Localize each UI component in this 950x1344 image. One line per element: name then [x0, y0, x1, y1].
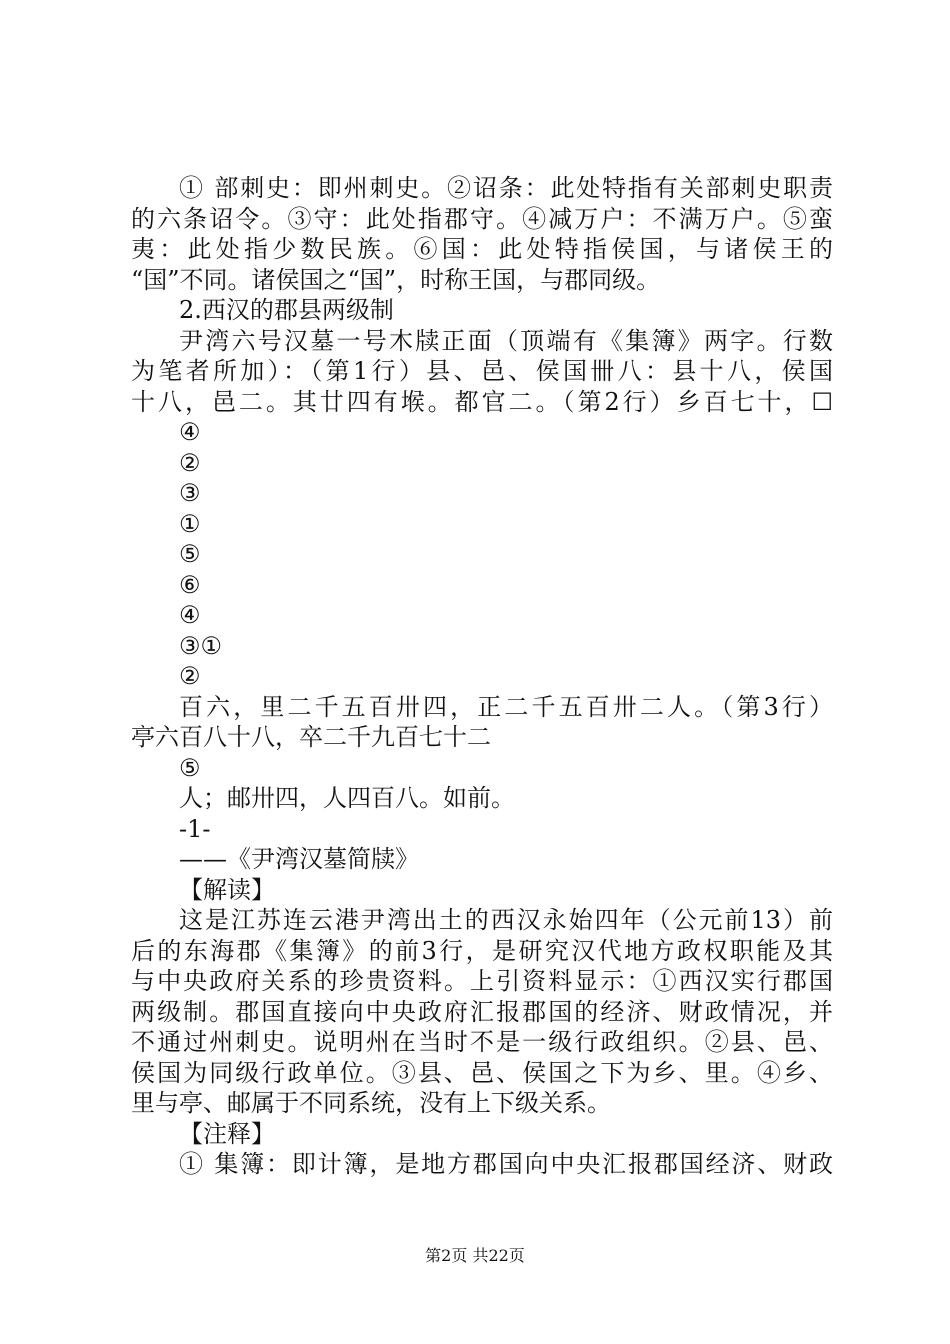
text-line: ②	[179, 448, 201, 477]
text-line: 不通过州刺史。说明州在当时不是一级行政组织。②县、邑、	[131, 1028, 833, 1056]
text-line: ②	[179, 662, 201, 690]
text-line: 夷：此处指少数民族。⑥国：此处特指侯国，与诸侯王的	[131, 235, 833, 263]
document-body	[131, 173, 833, 1180]
text-line: ④	[179, 601, 201, 629]
text-line: -1-	[179, 814, 211, 843]
text-line: ③	[179, 479, 201, 507]
page-footer: 第2页 共22页	[425, 1246, 525, 1265]
text-line: 亭六百八十八，卒二千九百七十二	[131, 723, 491, 751]
text-line: ④	[179, 418, 201, 446]
text-line: 与中央政府关系的珍贵资料。上引资料显示：①西汉实行郡国	[131, 967, 833, 995]
text-line: 侯国为同级行政单位。③县、邑、侯国之下为乡、里。④乡、	[131, 1058, 833, 1087]
text-line: 十八，邑二。其廿四有堠。都官二。（第2行）乡百七十，☐	[131, 387, 833, 416]
text-line: 百六，里二千五百卅四，正二千五百卅二人。（第3行）	[179, 692, 833, 721]
text-line: 里与亭、邮属于不同系统，没有上下级关系。	[131, 1089, 611, 1117]
text-line: ①	[179, 509, 201, 538]
text-line: 【解读】	[179, 875, 275, 904]
text-line: ⑤	[179, 540, 201, 568]
text-line: 为笔者所加）：（第1行）县、邑、侯国卌八：县十八，侯国	[131, 357, 833, 385]
text-line: 后的东海郡《集簿》的前3行，是研究汉代地方政权职能及其	[131, 936, 833, 965]
text-line: ⑥	[179, 570, 201, 599]
text-line: 人；邮卅四，人四百八。如前。	[179, 784, 515, 812]
text-line: 两级制。郡国直接向中央政府汇报郡国的经济、财政情况，并	[131, 997, 833, 1026]
text-line: ① 部刺史：即州刺史。②诏条：此处特指有关部刺史职责	[179, 174, 833, 202]
text-line: 尹湾六号汉墓一号木牍正面（顶端有《集簿》两字。行数	[179, 326, 833, 355]
text-line: ③①	[179, 631, 223, 660]
text-line: 【注释】	[179, 1119, 275, 1148]
text-line: ⑤	[179, 753, 201, 782]
text-line: 这是江苏连云港尹湾出土的西汉永始四年（公元前13）前	[179, 906, 833, 934]
text-line: 2.西汉的郡县两级制	[179, 296, 394, 324]
text-line: “国”不同。诸侯国之“国”，时称王国，与郡同级。	[131, 265, 661, 294]
text-line: ① 集簿：即计簿，是地方郡国向中央汇报郡国经济、财政	[179, 1150, 833, 1178]
text-line: 的六条诏令。③守：此处指郡守。④减万户：不满万户。⑤蛮	[131, 204, 833, 233]
text-line: ——《尹湾汉墓简牍》	[179, 845, 419, 873]
